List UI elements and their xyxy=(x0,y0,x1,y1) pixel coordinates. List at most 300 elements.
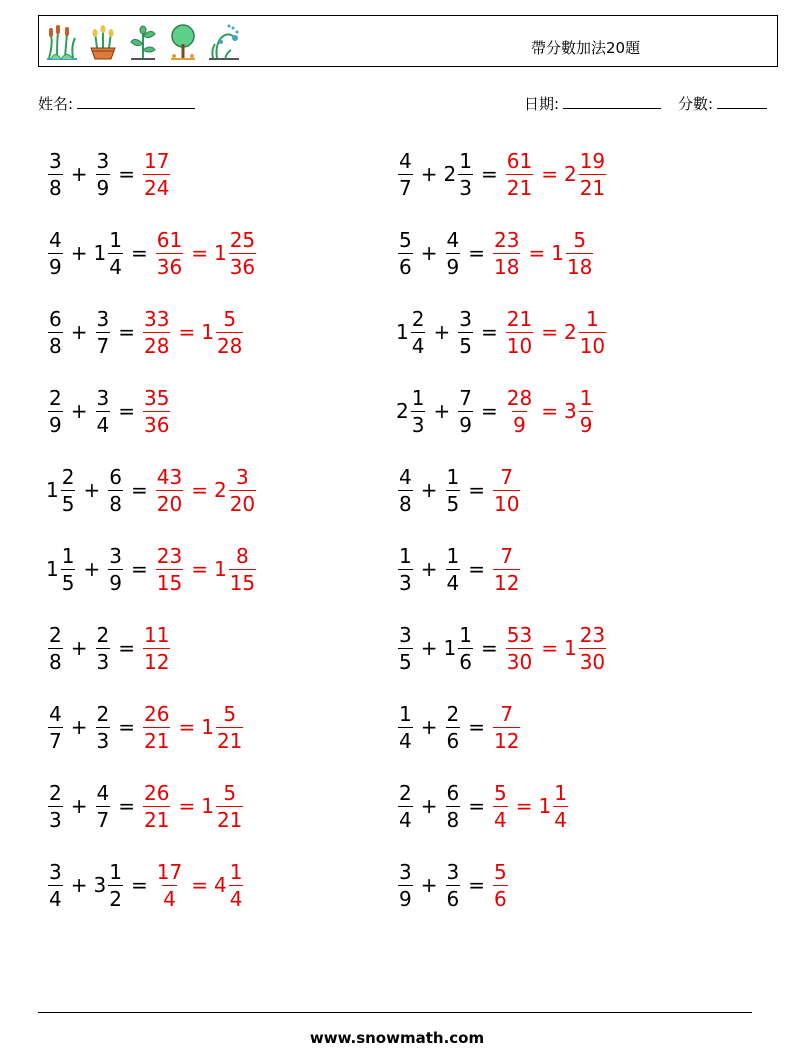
plus-sign: + xyxy=(70,320,88,344)
addend-b-numerator: 7 xyxy=(459,385,472,410)
problem xyxy=(46,776,245,836)
answer-improper-fraction xyxy=(143,780,170,832)
problem xyxy=(46,144,172,204)
addend-a-numerator: 2 xyxy=(49,622,62,647)
addend-b-numerator: 3 xyxy=(446,859,460,884)
answer-equals-sign: = xyxy=(541,162,558,186)
answer xyxy=(491,859,510,911)
plus-sign: + xyxy=(420,557,438,581)
addend-b-denominator: 3 xyxy=(459,175,472,200)
plus-sign: + xyxy=(70,794,88,818)
addend-b-whole: 1 xyxy=(443,636,457,660)
addend-a-fraction xyxy=(411,385,426,437)
plus-sign: + xyxy=(70,162,88,186)
addend-b-fraction xyxy=(96,622,111,674)
answer xyxy=(504,622,608,674)
addend-b-denominator: 7 xyxy=(96,333,110,358)
addend-b-denominator: 4 xyxy=(109,254,122,279)
addend-b-numerator: 3 xyxy=(96,385,110,410)
equals-sign: = xyxy=(468,794,485,818)
answer-mixed-fraction xyxy=(579,385,594,437)
plus-sign: + xyxy=(70,715,88,739)
equals-sign: = xyxy=(118,715,135,739)
addend-a-numerator: 4 xyxy=(49,701,62,726)
answer-improper-numerator: 5 xyxy=(494,780,507,805)
addend-b-fraction xyxy=(96,148,111,200)
addend-b-denominator: 4 xyxy=(446,570,460,595)
addend-a-whole: 2 xyxy=(396,399,409,423)
equals-sign: = xyxy=(468,715,485,739)
answer-equals-sign: = xyxy=(541,320,558,344)
answer-improper-denominator: 12 xyxy=(494,570,520,595)
answer-improper-denominator: 21 xyxy=(506,175,533,200)
answer-equals-sign: = xyxy=(191,873,208,897)
addend-b-fraction xyxy=(108,543,123,595)
answer-improper-fraction xyxy=(143,306,170,358)
answer-equals-sign: = xyxy=(178,320,196,344)
addend-a-numerator: 4 xyxy=(399,464,412,489)
answer-improper-denominator: 12 xyxy=(494,728,520,753)
addend-a-denominator: 3 xyxy=(399,570,412,595)
addend-b-denominator: 5 xyxy=(459,333,472,358)
addend-a-denominator: 4 xyxy=(411,333,425,358)
answer-mixed-denominator: 28 xyxy=(216,333,243,358)
answer xyxy=(491,464,522,516)
footer-divider xyxy=(38,1012,752,1013)
answer-mixed-fraction xyxy=(579,622,606,674)
answer-equals-sign: = xyxy=(191,557,208,581)
addend-a-whole: 1 xyxy=(396,320,409,344)
addend-a-numerator: 1 xyxy=(399,701,412,726)
plus-sign: + xyxy=(83,557,101,581)
addend-a-denominator: 3 xyxy=(411,412,425,437)
answer-mixed-fraction xyxy=(579,148,606,200)
plus-sign: + xyxy=(420,478,438,502)
equals-sign: = xyxy=(480,636,498,660)
addend-b-numerator: 1 xyxy=(446,543,460,568)
answer-mixed-denominator: 30 xyxy=(579,649,606,674)
addend-a-numerator: 1 xyxy=(399,543,412,568)
addend-a-fraction xyxy=(398,464,413,516)
equals-sign: = xyxy=(130,873,148,897)
addend-a-numerator: 4 xyxy=(399,148,412,173)
header-icons xyxy=(45,22,241,62)
plus-sign: + xyxy=(420,636,438,660)
addend-a-numerator: 2 xyxy=(49,385,62,410)
equals-sign: = xyxy=(468,557,485,581)
cattail-plant-icon xyxy=(45,22,79,62)
answer-improper-numerator: 7 xyxy=(500,701,514,726)
equals-sign: = xyxy=(468,478,485,502)
answer-improper-denominator: 6 xyxy=(494,886,507,911)
problem xyxy=(46,618,172,678)
addend-a-denominator: 5 xyxy=(399,649,412,674)
addend-b-denominator: 6 xyxy=(446,728,460,753)
plus-sign: + xyxy=(420,162,438,186)
answer-mixed-denominator: 21 xyxy=(579,175,606,200)
answer-improper-denominator: 30 xyxy=(506,649,533,674)
addend-b-fraction xyxy=(458,148,473,200)
addend-a-denominator: 9 xyxy=(49,254,62,279)
answer xyxy=(504,306,608,358)
addend-a-denominator: 8 xyxy=(49,333,62,358)
addend-a-fraction xyxy=(61,543,76,595)
answer-mixed-fraction xyxy=(553,780,568,832)
addend-b-fraction xyxy=(458,306,473,358)
answer-mixed-denominator: 4 xyxy=(229,886,243,911)
addend-b-fraction xyxy=(96,780,111,832)
equals-sign: = xyxy=(118,162,135,186)
problem xyxy=(396,539,522,599)
equals-sign: = xyxy=(468,873,485,897)
answer-mixed-numerator: 1 xyxy=(229,859,243,884)
addend-a-denominator: 7 xyxy=(399,175,412,200)
answer-mixed-whole: 2 xyxy=(563,320,577,344)
score-field[interactable] xyxy=(678,93,767,114)
answer-mixed-fraction xyxy=(216,306,243,358)
problem xyxy=(396,855,510,915)
addend-a-fraction xyxy=(398,701,413,753)
answer-mixed-fraction xyxy=(229,227,256,279)
addend-a-denominator: 3 xyxy=(49,807,62,832)
answer xyxy=(154,859,246,911)
problem xyxy=(396,460,522,520)
equals-sign: = xyxy=(480,399,498,423)
answer xyxy=(141,148,172,200)
answer-improper-denominator: 21 xyxy=(144,807,170,832)
answer-improper-numerator: 26 xyxy=(144,701,170,726)
addend-b-denominator: 9 xyxy=(96,175,110,200)
answer-improper-fraction xyxy=(493,701,520,753)
addend-b-fraction xyxy=(446,859,461,911)
score-line[interactable] xyxy=(717,94,767,109)
addend-a-denominator: 8 xyxy=(399,491,412,516)
answer-mixed-denominator: 15 xyxy=(229,570,256,595)
answer-mixed-numerator: 3 xyxy=(236,464,249,489)
answer-mixed-fraction xyxy=(229,543,256,595)
problem xyxy=(396,302,608,362)
plus-sign: + xyxy=(83,478,101,502)
addend-b-denominator: 7 xyxy=(96,807,110,832)
addend-a-fraction xyxy=(48,148,63,200)
answer-equals-sign: = xyxy=(515,794,533,818)
addend-a-denominator: 5 xyxy=(61,491,75,516)
answer-improper-denominator: 18 xyxy=(494,254,520,279)
answer-improper-numerator: 7 xyxy=(500,464,514,489)
problem xyxy=(46,460,258,520)
header-box xyxy=(38,15,778,67)
problem xyxy=(396,223,595,283)
answer-mixed-numerator: 8 xyxy=(236,543,249,568)
addend-a-fraction xyxy=(48,622,63,674)
answer-improper-numerator: 35 xyxy=(144,385,170,410)
addend-b-whole: 1 xyxy=(93,241,107,265)
date-line[interactable] xyxy=(563,94,661,109)
answer-improper-numerator: 23 xyxy=(494,227,520,252)
equals-sign: = xyxy=(130,241,148,265)
answer-mixed-whole: 2 xyxy=(213,478,227,502)
addend-b-fraction xyxy=(458,385,473,437)
date-field[interactable] xyxy=(524,93,661,114)
answer-improper-denominator: 4 xyxy=(163,886,176,911)
answer xyxy=(491,780,570,832)
answer-improper-fraction xyxy=(506,622,533,674)
answer-improper-denominator: 28 xyxy=(144,333,170,358)
addend-b-numerator: 2 xyxy=(446,701,460,726)
answer-mixed-fraction xyxy=(229,859,244,911)
answer-equals-sign: = xyxy=(191,241,208,265)
problem xyxy=(46,302,245,362)
answer-improper-numerator: 43 xyxy=(156,464,183,489)
answer-improper-fraction xyxy=(156,859,183,911)
addend-b-fraction xyxy=(108,464,123,516)
answer-mixed-whole: 2 xyxy=(563,162,577,186)
plus-sign: + xyxy=(433,399,451,423)
answer-improper-fraction xyxy=(143,385,170,437)
answer-mixed-whole: 1 xyxy=(201,715,214,739)
answer-improper-fraction xyxy=(506,148,533,200)
answer xyxy=(491,701,522,753)
answer-mixed-whole: 1 xyxy=(201,320,214,344)
addend-b-denominator: 6 xyxy=(459,649,472,674)
answer-improper-numerator: 5 xyxy=(494,859,507,884)
equals-sign: = xyxy=(130,478,148,502)
addend-a-numerator: 3 xyxy=(49,859,62,884)
answer-mixed-numerator: 5 xyxy=(573,227,587,252)
addend-a-whole: 1 xyxy=(46,478,59,502)
answer-improper-numerator: 61 xyxy=(156,227,183,252)
addend-a-denominator: 6 xyxy=(399,254,412,279)
addend-b-denominator: 3 xyxy=(96,728,110,753)
answer-mixed-denominator: 21 xyxy=(216,807,243,832)
answer-mixed-whole: 4 xyxy=(213,873,227,897)
answer-mixed-numerator: 5 xyxy=(223,306,237,331)
answer-mixed-fraction xyxy=(216,780,243,832)
addend-a-numerator: 4 xyxy=(49,227,62,252)
addend-b-denominator: 6 xyxy=(446,886,460,911)
answer-mixed-denominator: 18 xyxy=(566,254,593,279)
addend-a-denominator: 4 xyxy=(49,886,62,911)
addend-b-fraction xyxy=(458,622,473,674)
answer-mixed-numerator: 1 xyxy=(586,306,599,331)
answer-improper-fraction xyxy=(493,464,520,516)
score-label: 分數: xyxy=(678,95,714,113)
answer xyxy=(141,701,245,753)
answer-mixed-denominator: 21 xyxy=(216,728,243,753)
addend-a-fraction xyxy=(398,227,413,279)
problem xyxy=(396,381,595,441)
addend-b-numerator: 1 xyxy=(109,859,122,884)
answer-improper-denominator: 10 xyxy=(506,333,533,358)
answer-mixed-denominator: 36 xyxy=(229,254,256,279)
answer-improper-denominator: 9 xyxy=(513,412,526,437)
plus-sign: + xyxy=(420,715,438,739)
addend-a-numerator: 2 xyxy=(411,306,425,331)
answer-improper-denominator: 36 xyxy=(144,412,170,437)
addend-a-fraction xyxy=(48,227,63,279)
answer-improper-fraction xyxy=(143,148,170,200)
answer-equals-sign: = xyxy=(541,399,558,423)
equals-sign: = xyxy=(118,320,135,344)
problem xyxy=(46,539,258,599)
addend-b-numerator: 3 xyxy=(459,306,472,331)
addend-b-fraction xyxy=(446,780,461,832)
addend-a-denominator: 4 xyxy=(399,728,412,753)
addend-a-numerator: 1 xyxy=(61,543,75,568)
answer-improper-denominator: 4 xyxy=(494,807,507,832)
date-label: 日期: xyxy=(524,95,560,113)
equals-sign: = xyxy=(468,241,485,265)
addend-b-denominator: 4 xyxy=(96,412,110,437)
addend-b-numerator: 4 xyxy=(446,227,460,252)
answer-improper-denominator: 21 xyxy=(144,728,170,753)
addend-b-denominator: 9 xyxy=(446,254,460,279)
answer-mixed-numerator: 25 xyxy=(229,227,256,252)
answer xyxy=(491,543,522,595)
answer xyxy=(154,464,258,516)
answer-improper-numerator: 28 xyxy=(506,385,533,410)
answer-mixed-numerator: 1 xyxy=(554,780,567,805)
answer xyxy=(504,148,608,200)
addend-b-denominator: 3 xyxy=(96,649,110,674)
answer-mixed-numerator: 5 xyxy=(223,780,237,805)
addend-a-whole: 1 xyxy=(46,557,59,581)
addend-a-fraction xyxy=(398,148,413,200)
answer-mixed-numerator: 19 xyxy=(579,148,606,173)
answer-equals-sign: = xyxy=(528,241,546,265)
answer-improper-numerator: 26 xyxy=(144,780,170,805)
addend-a-numerator: 6 xyxy=(49,306,62,331)
answer-improper-fraction xyxy=(156,464,183,516)
problem xyxy=(46,381,172,441)
answer xyxy=(154,227,258,279)
potted-wheat-icon xyxy=(87,22,119,62)
equals-sign: = xyxy=(480,162,498,186)
plus-sign: + xyxy=(420,794,438,818)
plus-sign: + xyxy=(70,873,88,897)
answer-improper-denominator: 36 xyxy=(156,254,183,279)
plus-sign: + xyxy=(70,636,88,660)
addend-a-fraction xyxy=(48,780,63,832)
addend-b-numerator: 2 xyxy=(96,622,110,647)
addend-a-denominator: 9 xyxy=(49,412,62,437)
answer-improper-numerator: 61 xyxy=(506,148,533,173)
equals-sign: = xyxy=(118,636,135,660)
addend-b-denominator: 2 xyxy=(109,886,122,911)
name-line[interactable] xyxy=(77,94,195,109)
answer-mixed-whole: 1 xyxy=(538,794,552,818)
watering-plant-icon xyxy=(207,22,241,62)
answer-mixed-denominator: 9 xyxy=(579,412,593,437)
answer xyxy=(141,385,172,437)
answer-improper-numerator: 23 xyxy=(156,543,183,568)
equals-sign: = xyxy=(130,557,148,581)
addend-a-fraction xyxy=(398,622,413,674)
addend-b-denominator: 9 xyxy=(459,412,472,437)
problem xyxy=(46,697,245,757)
answer-improper-numerator: 7 xyxy=(500,543,514,568)
answer-improper-fraction xyxy=(143,622,170,674)
problem xyxy=(396,144,608,204)
tree-icon xyxy=(167,22,199,62)
problem xyxy=(46,855,245,915)
addend-b-whole: 2 xyxy=(443,162,457,186)
addend-b-numerator: 3 xyxy=(96,148,110,173)
answer-improper-numerator: 21 xyxy=(506,306,533,331)
answer xyxy=(504,385,596,437)
answer xyxy=(141,306,245,358)
answer-mixed-whole: 1 xyxy=(551,241,564,265)
addend-a-denominator: 8 xyxy=(49,175,62,200)
answer-mixed-numerator: 5 xyxy=(223,701,237,726)
answer-mixed-fraction xyxy=(579,306,606,358)
answer-improper-fraction xyxy=(493,780,508,832)
addend-a-fraction xyxy=(398,780,413,832)
addend-b-numerator: 1 xyxy=(459,148,472,173)
addend-b-numerator: 1 xyxy=(459,622,472,647)
answer xyxy=(491,227,595,279)
addend-b-denominator: 9 xyxy=(109,570,122,595)
answer-mixed-fraction xyxy=(216,701,243,753)
addend-b-whole: 3 xyxy=(93,873,107,897)
addend-b-fraction xyxy=(446,701,461,753)
answer-equals-sign: = xyxy=(178,715,196,739)
addend-a-denominator: 8 xyxy=(49,649,62,674)
addend-b-numerator: 1 xyxy=(446,464,460,489)
addend-b-fraction xyxy=(446,543,461,595)
answer-improper-fraction xyxy=(506,385,533,437)
answer-improper-denominator: 10 xyxy=(494,491,520,516)
addend-a-numerator: 2 xyxy=(49,780,62,805)
answer-mixed-whole: 3 xyxy=(563,399,577,423)
equals-sign: = xyxy=(118,794,135,818)
problem xyxy=(396,697,522,757)
addend-a-numerator: 3 xyxy=(49,148,62,173)
problem xyxy=(396,776,570,836)
addend-b-numerator: 4 xyxy=(96,780,110,805)
answer-improper-fraction xyxy=(506,306,533,358)
addend-b-denominator: 8 xyxy=(446,807,460,832)
answer-improper-denominator: 12 xyxy=(144,649,170,674)
problem xyxy=(396,618,608,678)
sprout-icon xyxy=(127,22,159,62)
addend-b-fraction xyxy=(446,464,461,516)
addend-b-fraction xyxy=(96,701,111,753)
addend-b-numerator: 1 xyxy=(109,227,122,252)
addend-a-fraction xyxy=(48,306,63,358)
answer-mixed-whole: 1 xyxy=(213,557,227,581)
addend-a-fraction xyxy=(61,464,76,516)
name-field[interactable] xyxy=(38,93,195,114)
worksheet-title: 帶分數加法20題 xyxy=(531,39,641,57)
answer-improper-fraction xyxy=(493,859,508,911)
addend-a-numerator: 3 xyxy=(399,622,412,647)
name-label: 姓名: xyxy=(38,95,74,113)
addend-a-denominator: 9 xyxy=(399,886,412,911)
addend-a-fraction xyxy=(48,385,63,437)
addend-a-numerator: 5 xyxy=(399,227,412,252)
addend-b-numerator: 3 xyxy=(96,306,110,331)
answer-mixed-denominator: 20 xyxy=(229,491,256,516)
answer-equals-sign: = xyxy=(178,794,196,818)
plus-sign: + xyxy=(420,241,438,265)
addend-a-denominator: 5 xyxy=(61,570,75,595)
answer-improper-fraction xyxy=(493,543,520,595)
addend-b-fraction xyxy=(446,227,461,279)
addend-a-fraction xyxy=(48,701,63,753)
answer-improper-fraction xyxy=(143,701,170,753)
answer-improper-numerator: 33 xyxy=(144,306,170,331)
